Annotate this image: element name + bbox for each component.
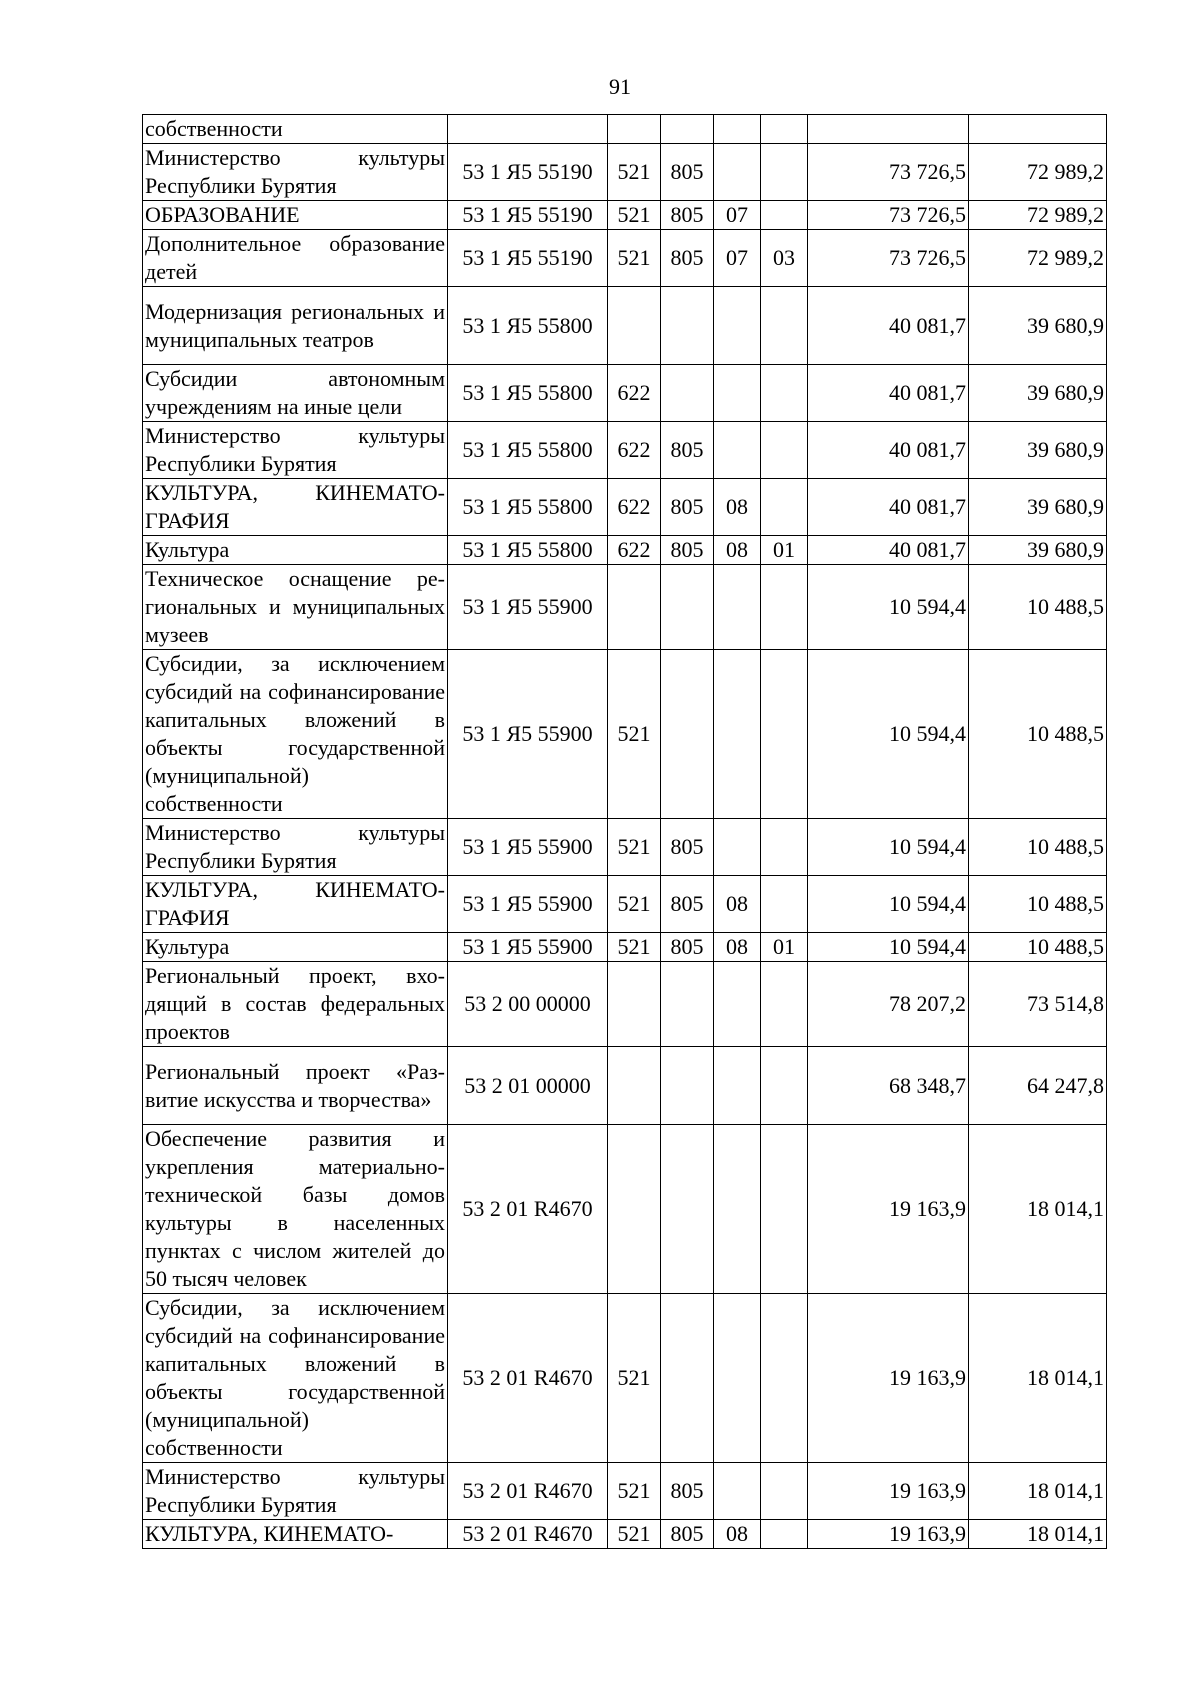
administrator-code-cell: [661, 115, 714, 144]
section-cell: [714, 287, 761, 365]
amount-year-1-cell: 40 081,7: [808, 365, 969, 422]
row-name-cell: Дополнительное образование детей: [143, 230, 448, 287]
administrator-code-cell: 805: [661, 479, 714, 536]
target-article-cell: 53 1 Я5 55900: [448, 819, 608, 876]
administrator-code-cell: 805: [661, 1520, 714, 1549]
amount-year-2-cell: 10 488,5: [969, 565, 1107, 650]
amount-year-1-cell: 19 163,9: [808, 1463, 969, 1520]
section-cell: 08: [714, 479, 761, 536]
subsection-cell: [761, 422, 808, 479]
table-row: [143, 115, 1107, 144]
expense-type-cell: 521: [608, 876, 661, 933]
amount-year-2-cell: 39 680,9: [969, 365, 1107, 422]
section-cell: [714, 650, 761, 819]
row-name-cell: Министерство культуры Республики Бурятия: [143, 144, 448, 201]
amount-year-2-cell: [969, 115, 1107, 144]
administrator-code-cell: [661, 962, 714, 1047]
subsection-cell: [761, 1463, 808, 1520]
administrator-code-cell: 805: [661, 1463, 714, 1520]
subsection-cell: [761, 962, 808, 1047]
administrator-code-cell: [661, 1047, 714, 1125]
amount-year-1-cell: 78 207,2: [808, 962, 969, 1047]
table-row: [143, 536, 1107, 565]
subsection-cell: [761, 565, 808, 650]
administrator-code-cell: [661, 1294, 714, 1463]
section-cell: [714, 144, 761, 201]
row-name-cell: Модернизация региональных и муниципальных театров: [143, 287, 448, 365]
subsection-cell: [761, 144, 808, 201]
target-article-cell: [448, 115, 608, 144]
table-row: [143, 819, 1107, 876]
expense-type-cell: 622: [608, 479, 661, 536]
administrator-code-cell: 805: [661, 536, 714, 565]
table-row: [143, 479, 1107, 536]
subsection-cell: [761, 115, 808, 144]
administrator-code-cell: [661, 287, 714, 365]
row-name-cell: Министерство культуры Республики Бурятия: [143, 1463, 448, 1520]
amount-year-1-cell: [808, 115, 969, 144]
amount-year-2-cell: 10 488,5: [969, 819, 1107, 876]
amount-year-2-cell: 10 488,5: [969, 933, 1107, 962]
expense-type-cell: 622: [608, 536, 661, 565]
subsection-cell: [761, 1125, 808, 1294]
table-row: [143, 201, 1107, 230]
table-row: [143, 1294, 1107, 1463]
table-body: [143, 115, 1107, 1549]
row-name-cell: собственности: [143, 115, 448, 144]
amount-year-2-cell: 10 488,5: [969, 876, 1107, 933]
target-article-cell: 53 1 Я5 55900: [448, 876, 608, 933]
target-article-cell: 53 2 01 00000: [448, 1047, 608, 1125]
section-cell: 07: [714, 230, 761, 287]
amount-year-1-cell: 10 594,4: [808, 650, 969, 819]
expense-type-cell: 521: [608, 933, 661, 962]
table-row: [143, 1047, 1107, 1125]
section-cell: 08: [714, 1520, 761, 1549]
section-cell: 08: [714, 876, 761, 933]
section-cell: [714, 365, 761, 422]
expense-type-cell: 521: [608, 819, 661, 876]
expense-type-cell: 521: [608, 1463, 661, 1520]
amount-year-2-cell: 73 514,8: [969, 962, 1107, 1047]
expense-type-cell: 521: [608, 1520, 661, 1549]
subsection-cell: [761, 1520, 808, 1549]
administrator-code-cell: 805: [661, 230, 714, 287]
target-article-cell: 53 1 Я5 55190: [448, 144, 608, 201]
table-row: [143, 962, 1107, 1047]
table-row: [143, 650, 1107, 819]
amount-year-2-cell: 18 014,1: [969, 1463, 1107, 1520]
section-cell: 08: [714, 933, 761, 962]
expense-type-cell: [608, 287, 661, 365]
section-cell: [714, 422, 761, 479]
amount-year-2-cell: 10 488,5: [969, 650, 1107, 819]
row-name-cell: Субсидии автономным учреждениям на иные цели: [143, 365, 448, 422]
section-cell: [714, 1294, 761, 1463]
row-name-cell: Министерство культуры Республики Бурятия: [143, 422, 448, 479]
section-cell: [714, 962, 761, 1047]
page-number: 91: [609, 74, 631, 99]
row-name-cell: Культура: [143, 536, 448, 565]
target-article-cell: 53 2 01 R4670: [448, 1520, 608, 1549]
amount-year-2-cell: 39 680,9: [969, 422, 1107, 479]
amount-year-1-cell: 19 163,9: [808, 1520, 969, 1549]
subsection-cell: [761, 1294, 808, 1463]
administrator-code-cell: 805: [661, 876, 714, 933]
target-article-cell: 53 1 Я5 55900: [448, 565, 608, 650]
subsection-cell: [761, 479, 808, 536]
expense-type-cell: 521: [608, 144, 661, 201]
target-article-cell: 53 2 00 00000: [448, 962, 608, 1047]
target-article-cell: 53 1 Я5 55900: [448, 650, 608, 819]
subsection-cell: 03: [761, 230, 808, 287]
table-row: [143, 230, 1107, 287]
row-name-cell: Обеспечение развития и укрепления материально-технической базы домов культуры в населенных пунктах с числом жителей до 50 тысяч человек: [143, 1125, 448, 1294]
target-article-cell: 53 1 Я5 55900: [448, 933, 608, 962]
target-article-cell: 53 2 01 R4670: [448, 1294, 608, 1463]
table-row: [143, 1463, 1107, 1520]
amount-year-1-cell: 40 081,7: [808, 479, 969, 536]
section-cell: 07: [714, 201, 761, 230]
amount-year-1-cell: 10 594,4: [808, 565, 969, 650]
target-article-cell: 53 1 Я5 55190: [448, 201, 608, 230]
subsection-cell: [761, 365, 808, 422]
expense-type-cell: [608, 565, 661, 650]
row-name-cell: Министерство культуры Республики Бурятия: [143, 819, 448, 876]
table-row: [143, 1520, 1107, 1549]
amount-year-1-cell: 68 348,7: [808, 1047, 969, 1125]
subsection-cell: [761, 201, 808, 230]
row-name-cell: КУЛЬТУРА, КИНЕМАТОГРАФИЯ: [143, 876, 448, 933]
target-article-cell: 53 2 01 R4670: [448, 1125, 608, 1294]
table-row: [143, 1125, 1107, 1294]
amount-year-2-cell: 72 989,2: [969, 230, 1107, 287]
target-article-cell: 53 1 Я5 55800: [448, 422, 608, 479]
expense-type-cell: [608, 1047, 661, 1125]
expense-type-cell: 622: [608, 422, 661, 479]
subsection-cell: [761, 650, 808, 819]
amount-year-2-cell: 18 014,1: [969, 1520, 1107, 1549]
section-cell: [714, 565, 761, 650]
expense-type-cell: [608, 115, 661, 144]
amount-year-2-cell: 18 014,1: [969, 1294, 1107, 1463]
amount-year-1-cell: 73 726,5: [808, 144, 969, 201]
section-cell: [714, 115, 761, 144]
table-row: [143, 876, 1107, 933]
administrator-code-cell: 805: [661, 201, 714, 230]
row-name-cell: КУЛЬТУРА, КИНЕМАТОГРАФИЯ: [143, 479, 448, 536]
expense-type-cell: 521: [608, 201, 661, 230]
amount-year-1-cell: 40 081,7: [808, 422, 969, 479]
row-name-cell: Техническое оснащение региональных и муниципальных музеев: [143, 565, 448, 650]
expense-type-cell: [608, 1125, 661, 1294]
subsection-cell: [761, 876, 808, 933]
subsection-cell: 01: [761, 933, 808, 962]
amount-year-2-cell: 39 680,9: [969, 536, 1107, 565]
amount-year-1-cell: 19 163,9: [808, 1125, 969, 1294]
administrator-code-cell: [661, 365, 714, 422]
table-row: [143, 422, 1107, 479]
administrator-code-cell: 805: [661, 819, 714, 876]
amount-year-2-cell: 72 989,2: [969, 144, 1107, 201]
administrator-code-cell: [661, 650, 714, 819]
section-cell: [714, 1463, 761, 1520]
subsection-cell: 01: [761, 536, 808, 565]
row-name-cell: КУЛЬТУРА, КИНЕМАТО-: [143, 1520, 448, 1549]
administrator-code-cell: [661, 565, 714, 650]
target-article-cell: 53 1 Я5 55800: [448, 479, 608, 536]
section-cell: [714, 819, 761, 876]
amount-year-2-cell: 72 989,2: [969, 201, 1107, 230]
row-name-cell: Региональный проект, входящий в состав федеральных проектов: [143, 962, 448, 1047]
section-cell: [714, 1125, 761, 1294]
amount-year-1-cell: 10 594,4: [808, 876, 969, 933]
section-cell: 08: [714, 536, 761, 565]
row-name-cell: Региональный проект «Развитие искусства и творчества»: [143, 1047, 448, 1125]
amount-year-1-cell: 73 726,5: [808, 201, 969, 230]
table-row: [143, 287, 1107, 365]
administrator-code-cell: 805: [661, 422, 714, 479]
subsection-cell: [761, 819, 808, 876]
target-article-cell: 53 1 Я5 55800: [448, 287, 608, 365]
administrator-code-cell: 805: [661, 933, 714, 962]
table-row: [143, 565, 1107, 650]
target-article-cell: 53 2 01 R4670: [448, 1463, 608, 1520]
budget-table: [142, 114, 1107, 1549]
row-name-cell: Субсидии, за исключением субсидий на софинансирование капитальных вложений в объекты государственной (муниципальной) собственности: [143, 650, 448, 819]
amount-year-2-cell: 39 680,9: [969, 479, 1107, 536]
amount-year-1-cell: 10 594,4: [808, 933, 969, 962]
table-row: [143, 144, 1107, 201]
table-row: [143, 933, 1107, 962]
section-cell: [714, 1047, 761, 1125]
amount-year-2-cell: 64 247,8: [969, 1047, 1107, 1125]
amount-year-2-cell: 39 680,9: [969, 287, 1107, 365]
amount-year-1-cell: 40 081,7: [808, 287, 969, 365]
administrator-code-cell: 805: [661, 144, 714, 201]
target-article-cell: 53 1 Я5 55800: [448, 365, 608, 422]
table-row: [143, 365, 1107, 422]
expense-type-cell: 521: [608, 1294, 661, 1463]
expense-type-cell: 622: [608, 365, 661, 422]
amount-year-1-cell: 10 594,4: [808, 819, 969, 876]
row-name-cell: Культура: [143, 933, 448, 962]
expense-type-cell: 521: [608, 650, 661, 819]
amount-year-1-cell: 73 726,5: [808, 230, 969, 287]
row-name-cell: ОБРАЗОВАНИЕ: [143, 201, 448, 230]
amount-year-2-cell: 18 014,1: [969, 1125, 1107, 1294]
subsection-cell: [761, 1047, 808, 1125]
target-article-cell: 53 1 Я5 55190: [448, 230, 608, 287]
subsection-cell: [761, 287, 808, 365]
expense-type-cell: 521: [608, 230, 661, 287]
amount-year-1-cell: 19 163,9: [808, 1294, 969, 1463]
expense-type-cell: [608, 962, 661, 1047]
amount-year-1-cell: 40 081,7: [808, 536, 969, 565]
target-article-cell: 53 1 Я5 55800: [448, 536, 608, 565]
row-name-cell: Субсидии, за исключением субсидий на софинансирование капитальных вложений в объекты государственной (муниципальной) собственности: [143, 1294, 448, 1463]
administrator-code-cell: [661, 1125, 714, 1294]
